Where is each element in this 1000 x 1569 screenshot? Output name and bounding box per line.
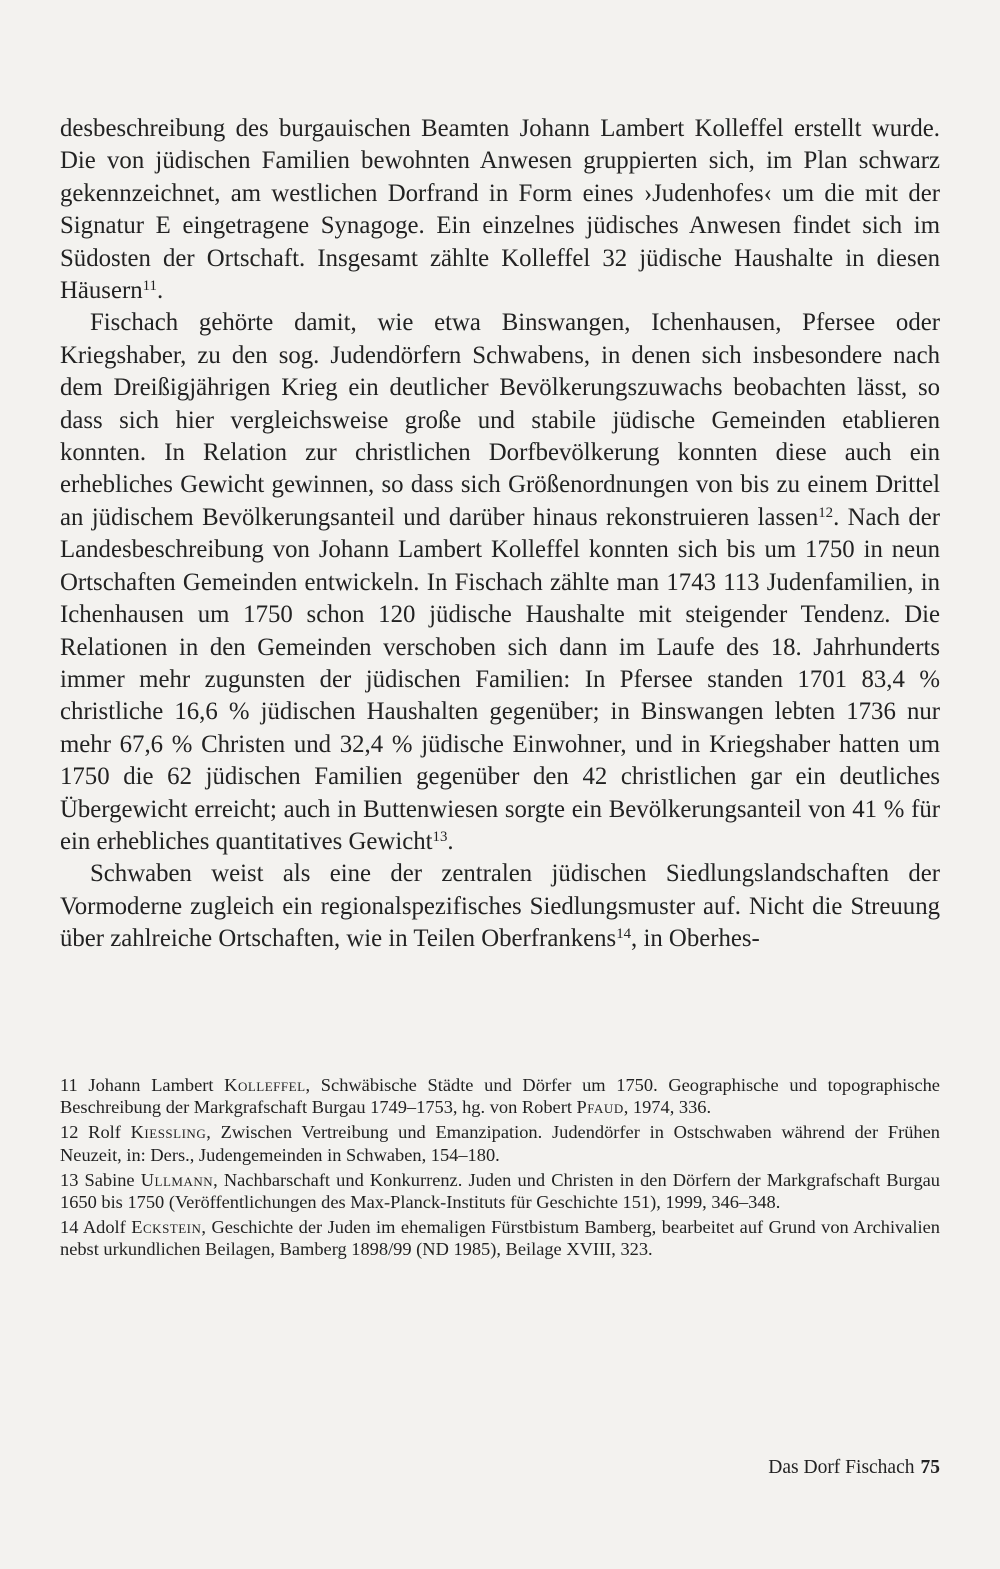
footnote-text: , Schwäbische Städte und Dörfer um 1750. Geographische und topographische Beschreibung der Markgrafschaft Burgau 1749–1753, hg. von Robert (60, 1075, 940, 1118)
page-number: 75 (920, 1457, 940, 1478)
paragraph-3 (60, 858, 940, 955)
footnote-text: Sabine (84, 1169, 135, 1190)
footnote-number: 13 (60, 1169, 79, 1190)
footnote-12 (60, 1121, 940, 1165)
footnotes (60, 1074, 940, 1264)
page-footer (768, 1457, 940, 1479)
footnote-14 (60, 1216, 940, 1260)
footnote-author: Eckstein (131, 1217, 202, 1238)
footnote-text: , Geschichte der Juden im ehemaligen Fürstbistum Bamberg, bearbeitet auf Grund von Archivalien nebst urkundlichen Beilagen, Bamberg 1898/99 (ND 1985), Beilage XVIII, 323. (60, 1217, 940, 1260)
footnote-text: , 1974, 336. (623, 1097, 712, 1118)
footnote-text: Johann Lambert (88, 1075, 214, 1095)
footnote-author: Kiessling (130, 1122, 207, 1143)
footnote-author: Ullmann (140, 1169, 214, 1190)
footnote-ref-11[interactable]: 11 (142, 277, 157, 294)
main-text (60, 113, 940, 956)
paragraph-3-text: Schwaben weist als eine der zentralen jüdischen Siedlungslandschaften der Vormoderne zugleich ein regionalspezifisches Siedlungsmuster auf. Nicht die Streuung über zahlreiche Ortschaften, wie in Teilen Oberfrankens (60, 860, 940, 953)
footnote-number: 14 (60, 1217, 79, 1238)
footnote-editor: Pfaud (576, 1097, 624, 1118)
footnote-author: Kolleffel (224, 1075, 306, 1095)
footnote-ref-14[interactable]: 14 (616, 925, 632, 942)
footnote-text: , Nachbarschaft und Konkurrenz. Juden und Christen in den Dörfern der Markgrafschaft Burgau 1650 bis 1750 (Veröffentlichungen des Max-Planck-Instituts für Geschichte 151), 1999, 346–348. (60, 1169, 940, 1213)
paragraph-1 (60, 113, 940, 307)
footnote-number: 11 (60, 1075, 78, 1095)
paragraph-1-tail: . (156, 277, 164, 305)
footnote-text: Adolf (82, 1217, 126, 1238)
paragraph-2 (60, 307, 940, 858)
footnote-ref-12[interactable]: 12 (818, 504, 834, 521)
footnote-text: Rolf (88, 1122, 121, 1143)
footnote-13 (60, 1169, 940, 1213)
footnote-text: , Zwischen Vertreibung und Emanzipation. Judendörfer in Ostschwaben während der Frühen Neuzeit, in: Ders., Judengemeinden in Schwaben, 154–180. (60, 1122, 940, 1165)
running-title: Das Dorf Fischach (768, 1457, 915, 1478)
paragraph-1-text: desbeschreibung des burgauischen Beamten Johann Lambert Kolleffel erstellt wurde. Die von jüdischen Familien bewohnten Anwesen gruppierten sich, im Plan schwarz gekennzeichnet, am westlichen Dorfrand in Form eines ›Judenhofes‹ um die mit der Signatur E eingetragene Synagoge. Ein einzelnes jüdisches Anwesen findet sich im Südosten der Ortschaft. Insgesamt zählte Kolleffel 32 jüdische Haushalte in diesen Häusern (60, 115, 940, 305)
footnote-number: 12 (60, 1122, 79, 1143)
paragraph-2-tail: . (447, 827, 454, 855)
paragraph-3-tail: , in Oberhes- (631, 925, 760, 953)
footnote-11 (60, 1074, 940, 1118)
footnote-ref-13[interactable]: 13 (432, 828, 448, 845)
paragraph-2-text-1: Fischach gehörte damit, wie etwa Binswangen, Ichenhausen, Pfersee oder Kriegshaber, zu den sog. Judendörfern Schwabens, in denen sich insbesondere nach dem Dreißigjährigen Krieg ein deutlicher Bevölkerungszuwachs beobachten lässt, so dass sich hier vergleichsweise große und stabile jüdische Gemeinden etablieren konnten. In Relation zur christlichen Dorfbevölkerung konnten diese auch ein erhebliches Gewicht gewinnen, so dass sich Größenordnungen von bis zu einem Drittel an jüdischem Bevölkerungsanteil und darüber hinaus rekonstruieren lassen (60, 309, 940, 531)
paragraph-2-text-2: . Nach der Landesbeschreibung von Johann Lambert Kolleffel konnten sich bis um 1750 in neun Ortschaften Gemeinden entwickeln. In Fischach zählte man 1743 113 Judenfamilien, in Ichenhausen um 1750 schon 120 jüdische Haushalte mit steigender Tendenz. Die Relationen in den Gemeinden verschoben sich dann im Laufe des 18. Jahrhunderts immer mehr zugunsten der jüdischen Familien: In Pfersee standen 1701 83,4 % christliche 16,6 % jüdischen Haushalten gegenüber; in Binswangen lebten 1736 nur mehr 67,6 % Christen und 32,4 % jüdische Einwohner, und in Kriegshaber hatten um 1750 die 62 jüdischen Familien gegenüber den 42 christlichen gar ein deutliches Übergewicht erreicht; auch in Buttenwiesen sorgte ein Bevölkerungsanteil von 41 % für ein erhebliches quantitatives Gewicht (60, 503, 940, 855)
